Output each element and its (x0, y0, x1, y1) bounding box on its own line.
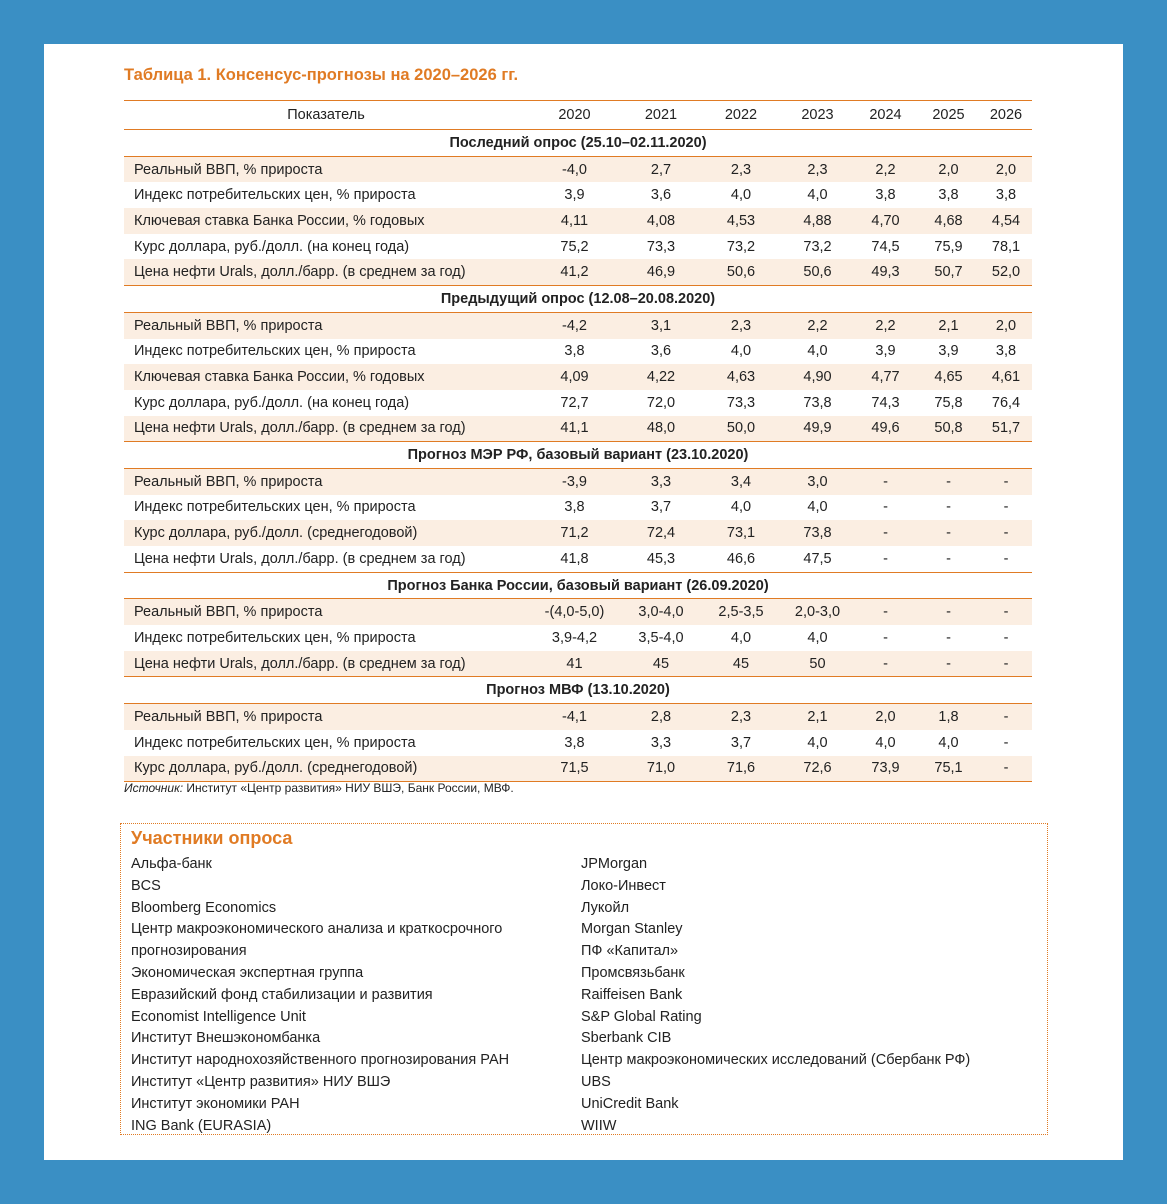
value-cell: - (854, 468, 917, 494)
value-cell: 4,53 (701, 208, 781, 234)
value-cell: 49,3 (854, 259, 917, 285)
table-row (124, 312, 1032, 338)
value-cell: - (980, 599, 1032, 625)
participant-item: Промсвязьбанк (581, 964, 685, 981)
value-cell: 2,1 (917, 312, 980, 338)
value-cell: 2,8 (621, 704, 701, 730)
value-cell: -4,0 (528, 156, 621, 182)
table-row (124, 390, 1032, 416)
value-cell: 41,1 (528, 416, 621, 442)
participant-item: Лукойл (581, 899, 630, 916)
value-cell: 73,2 (726, 238, 756, 255)
value-cell: 3,4 (701, 468, 781, 494)
value-cell: 78,1 (991, 238, 1021, 255)
participant-item: WIIW (581, 1117, 617, 1134)
value-cell: - (980, 520, 1032, 546)
table-row (124, 182, 1032, 208)
value-cell: 2,3 (781, 156, 854, 182)
value-cell: 4,54 (980, 208, 1032, 234)
section-header-row (124, 130, 1032, 157)
value-cell: 4,63 (701, 364, 781, 390)
section-title: Последний опрос (25.10–02.11.2020) (124, 130, 1032, 157)
participant-item: Институт народнохозяйственного прогнозирования РАН (131, 1052, 510, 1069)
table-row (124, 495, 1032, 521)
value-cell: 46,9 (621, 259, 701, 285)
value-cell: 4,09 (528, 364, 621, 390)
participants-box (120, 823, 1048, 1135)
column-header-indicator: Показатель (124, 101, 528, 130)
value-cell: 4,0 (730, 629, 752, 646)
column-header-2024: 2024 (854, 101, 917, 130)
value-cell: - (854, 599, 917, 625)
row-label: Индекс потребительских цен, % прироста (134, 343, 416, 360)
value-cell: 3,8 (995, 187, 1017, 204)
value-cell: 4,0 (938, 734, 959, 751)
value-cell: 73,3 (726, 394, 756, 411)
value-cell: 3,0 (781, 468, 854, 494)
value-cell: 4,0 (730, 499, 752, 516)
value-cell: -4,2 (528, 312, 621, 338)
participant-item: BCS (131, 877, 161, 894)
section-header-row (124, 677, 1032, 704)
value-cell: 75,8 (934, 394, 963, 411)
section-header-row (124, 572, 1032, 599)
value-cell: 71,0 (621, 756, 701, 782)
value-cell: 71,6 (701, 756, 781, 782)
section-header-row (124, 442, 1032, 469)
value-cell: 3,7 (730, 734, 752, 751)
table-row (124, 756, 1032, 782)
value-cell: 4,11 (528, 208, 621, 234)
value-cell: 3,6 (650, 187, 672, 204)
value-cell: - (917, 651, 980, 677)
row-label: Цена нефти Urals, долл./барр. (в среднем за год) (124, 259, 528, 285)
participant-item: Sberbank CIB (581, 1030, 672, 1047)
value-cell: 49,9 (781, 416, 854, 442)
section-title: Предыдущий опрос (12.08–20.08.2020) (124, 286, 1032, 313)
value-cell: 50,7 (917, 259, 980, 285)
value-cell: 1,8 (917, 704, 980, 730)
value-cell: 72,0 (646, 394, 676, 411)
value-cell: 49,6 (854, 416, 917, 442)
value-cell: 4,0 (807, 343, 828, 360)
value-cell: 73,8 (781, 520, 854, 546)
value-cell: 74,3 (871, 394, 900, 411)
value-cell: 73,2 (803, 238, 832, 255)
row-label: Курс доллара, руб./долл. (на конец года) (134, 238, 410, 255)
table-row (124, 625, 1032, 651)
value-cell: 3,8 (564, 734, 585, 751)
value-cell: - (946, 550, 951, 567)
row-label: Реальный ВВП, % прироста (124, 468, 528, 494)
row-label: Курс доллара, руб./долл. (среднегодовой) (124, 756, 528, 782)
value-cell: 4,65 (917, 364, 980, 390)
value-cell: - (917, 468, 980, 494)
row-label: Цена нефти Urals, долл./барр. (в среднем за год) (124, 651, 528, 677)
source-note (124, 781, 514, 795)
value-cell: 2,0 (980, 156, 1032, 182)
participant-item: S&P Global Rating (581, 1008, 702, 1025)
value-cell: 4,0 (807, 499, 828, 516)
value-cell: 72,4 (621, 520, 701, 546)
value-cell: 3,8 (875, 187, 896, 204)
row-label: Ключевая ставка Банка России, % годовых (124, 208, 528, 234)
value-cell: 50,6 (701, 259, 781, 285)
value-cell: 41,2 (528, 259, 621, 285)
value-cell: - (980, 704, 1032, 730)
value-cell: 4,68 (917, 208, 980, 234)
participant-item: Economist Intelligence Unit (131, 1008, 306, 1025)
value-cell: - (883, 499, 888, 516)
value-cell: 2,0 (980, 312, 1032, 338)
table-row (124, 339, 1032, 365)
value-cell: 45 (701, 651, 781, 677)
source-label: Источник: (124, 781, 184, 795)
row-label: Реальный ВВП, % прироста (124, 312, 528, 338)
column-header-2026: 2026 (980, 101, 1032, 130)
value-cell: 3,1 (621, 312, 701, 338)
value-cell: 2,7 (621, 156, 701, 182)
value-cell: 47,5 (803, 550, 832, 567)
value-cell: - (980, 468, 1032, 494)
value-cell: 3,9 (564, 187, 585, 204)
value-cell: - (946, 499, 951, 516)
table-row (124, 704, 1032, 730)
row-label: Реальный ВВП, % прироста (124, 599, 528, 625)
value-cell: 4,70 (854, 208, 917, 234)
table-body (124, 130, 1032, 782)
value-cell: - (917, 599, 980, 625)
table-row (124, 520, 1032, 546)
row-label: Реальный ВВП, % прироста (124, 156, 528, 182)
participant-item: Институт экономики РАН (131, 1095, 300, 1112)
participant-item: Альфа-банк (131, 856, 212, 872)
table-row (124, 651, 1032, 677)
participant-item: Bloomberg Economics (131, 899, 277, 916)
value-cell: 3,8 (564, 499, 585, 516)
value-cell: 72,7 (560, 394, 589, 411)
value-cell: - (883, 550, 888, 567)
value-cell: 4,0 (730, 187, 752, 204)
value-cell: 45,3 (646, 550, 676, 567)
value-cell: 75,1 (917, 756, 980, 782)
value-cell: 71,2 (528, 520, 621, 546)
value-cell: - (854, 651, 917, 677)
value-cell: 48,0 (621, 416, 701, 442)
section-header-row (124, 286, 1032, 313)
value-cell: 50,8 (917, 416, 980, 442)
value-cell: 4,0 (807, 734, 828, 751)
value-cell: 4,0 (875, 734, 896, 751)
value-cell: 4,0 (730, 343, 752, 360)
participant-item: JPMorgan (581, 856, 648, 872)
row-label: Цена нефти Urals, долл./барр. (в среднем за год) (124, 416, 528, 442)
value-cell: 4,61 (980, 364, 1032, 390)
row-label: Индекс потребительских цен, % прироста (134, 629, 416, 646)
value-cell: 3,7 (650, 499, 672, 516)
value-cell: 75,9 (934, 238, 963, 255)
value-cell: 4,0 (807, 629, 828, 646)
table-row (124, 156, 1032, 182)
value-cell: 74,5 (871, 238, 900, 255)
section-title: Прогноз МЭР РФ, базовый вариант (23.10.2020) (124, 442, 1032, 469)
participant-item: Институт Внешэкономбанка (131, 1030, 321, 1047)
value-cell: 2,3 (701, 156, 781, 182)
value-cell: 3,8 (995, 343, 1017, 360)
value-cell: - (854, 520, 917, 546)
participant-item: Morgan Stanley (581, 921, 683, 938)
value-cell: 2,1 (781, 704, 854, 730)
value-cell: 3,9 (938, 343, 959, 360)
value-cell: 3,5-4,0 (638, 629, 684, 646)
section-title: Прогноз МВФ (13.10.2020) (124, 677, 1032, 704)
row-label: Цена нефти Urals, долл./барр. (в среднем за год) (134, 550, 466, 567)
value-cell: 3,9-4,2 (551, 629, 598, 646)
value-cell: 51,7 (980, 416, 1032, 442)
value-cell: 4,22 (621, 364, 701, 390)
value-cell: 3,0-4,0 (621, 599, 701, 625)
forecast-table (124, 100, 1032, 782)
participant-item: UniCredit Bank (581, 1095, 679, 1112)
value-cell: 52,0 (980, 259, 1032, 285)
table-header-row (124, 101, 1032, 130)
column-header-2025: 2025 (917, 101, 980, 130)
value-cell: 2,3 (701, 704, 781, 730)
value-cell: 73,9 (854, 756, 917, 782)
column-header-2021: 2021 (621, 101, 701, 130)
value-cell: 41,8 (560, 550, 589, 567)
value-cell: 71,5 (528, 756, 621, 782)
value-cell: 75,2 (560, 238, 589, 255)
table-row (124, 259, 1032, 285)
value-cell: - (1003, 499, 1009, 516)
table-title: Таблица 1. Консенсус-прогнозы на 2020–2026 гг. (124, 66, 519, 84)
row-label: Индекс потребительских цен, % прироста (134, 734, 416, 751)
value-cell: 50,0 (701, 416, 781, 442)
row-label: Курс доллара, руб./долл. (среднегодовой) (124, 520, 528, 546)
table-row (124, 546, 1032, 572)
table-row (124, 599, 1032, 625)
table-row (124, 208, 1032, 234)
value-cell: 3,9 (875, 343, 896, 360)
value-cell: - (1003, 550, 1009, 567)
participant-item: Локо-Инвест (581, 877, 666, 894)
table-row (124, 416, 1032, 442)
table-row (124, 364, 1032, 390)
table-row (124, 468, 1032, 494)
value-cell: 4,0 (807, 187, 828, 204)
row-label: Индекс потребительских цен, % прироста (134, 187, 416, 204)
value-cell: 4,77 (854, 364, 917, 390)
value-cell: 50 (781, 651, 854, 677)
value-cell: -3,9 (528, 468, 621, 494)
value-cell: 2,3 (701, 312, 781, 338)
value-cell: 73,3 (646, 238, 676, 255)
participant-item: Центр макроэкономического анализа и краткосрочного (131, 921, 503, 938)
value-cell: 3,8 (564, 343, 585, 360)
participant-item: ING Bank (EURASIA) (131, 1117, 272, 1134)
value-cell: 76,4 (991, 394, 1021, 411)
value-cell: 45 (621, 651, 701, 677)
section-title: Прогноз Банка России, базовый вариант (26.09.2020) (124, 572, 1032, 599)
participants-list-left (131, 854, 509, 1137)
participant-item: Институт «Центр развития» НИУ ВШЭ (131, 1073, 391, 1090)
value-cell: - (1003, 734, 1009, 751)
value-cell: 3,8 (938, 187, 959, 204)
column-header-2020: 2020 (528, 101, 621, 130)
participant-item: Евразийский фонд стабилизации и развития (131, 986, 433, 1003)
value-cell: 4,88 (781, 208, 854, 234)
table-row (124, 730, 1032, 756)
value-cell: 72,6 (781, 756, 854, 782)
value-cell: 3,3 (650, 734, 672, 751)
value-cell: - (980, 756, 1032, 782)
value-cell: 4,08 (621, 208, 701, 234)
value-cell: 3,3 (621, 468, 701, 494)
row-label: Реальный ВВП, % прироста (124, 704, 528, 730)
value-cell: 50,6 (781, 259, 854, 285)
value-cell: 73,1 (701, 520, 781, 546)
value-cell: 2,0 (917, 156, 980, 182)
row-label: Индекс потребительских цен, % прироста (134, 499, 416, 516)
participant-item: ПФ «Капитал» (581, 943, 679, 960)
value-cell: -4,1 (528, 704, 621, 730)
participant-item: Экономическая экспертная группа (131, 964, 364, 981)
participant-item: UBS (581, 1073, 611, 1090)
participant-item: Центр макроэкономических исследований (Сбербанк РФ) (581, 1052, 971, 1069)
value-cell: 3,6 (650, 343, 672, 360)
value-cell: 2,0 (854, 704, 917, 730)
source-text: Институт «Центр развития» НИУ ВШЭ, Банк России, МВФ. (183, 781, 514, 795)
row-label: Курс доллара, руб./долл. (на конец года) (134, 394, 410, 411)
value-cell: - (980, 651, 1032, 677)
value-cell: 2,2 (781, 312, 854, 338)
participants-title: Участники опроса (131, 828, 293, 848)
value-cell: 2,2 (854, 156, 917, 182)
participants-list-right (581, 854, 970, 1137)
participant-item: Raiffeisen Bank (581, 986, 683, 1003)
table-row (124, 234, 1032, 260)
value-cell: -(4,0-5,0) (528, 599, 621, 625)
value-cell: - (917, 520, 980, 546)
column-header-2023: 2023 (781, 101, 854, 130)
value-cell: 4,90 (781, 364, 854, 390)
value-cell: 2,5-3,5 (701, 599, 781, 625)
value-cell: - (1003, 629, 1009, 646)
participant-item: прогнозирования (131, 943, 247, 960)
value-cell: - (883, 629, 888, 646)
column-header-2022: 2022 (701, 101, 781, 130)
row-label: Ключевая ставка Банка России, % годовых (124, 364, 528, 390)
value-cell: 2,2 (854, 312, 917, 338)
value-cell: 2,0-3,0 (781, 599, 854, 625)
value-cell: 46,6 (726, 550, 756, 567)
value-cell: 73,8 (803, 394, 832, 411)
value-cell: - (946, 629, 951, 646)
value-cell: 41 (528, 651, 621, 677)
